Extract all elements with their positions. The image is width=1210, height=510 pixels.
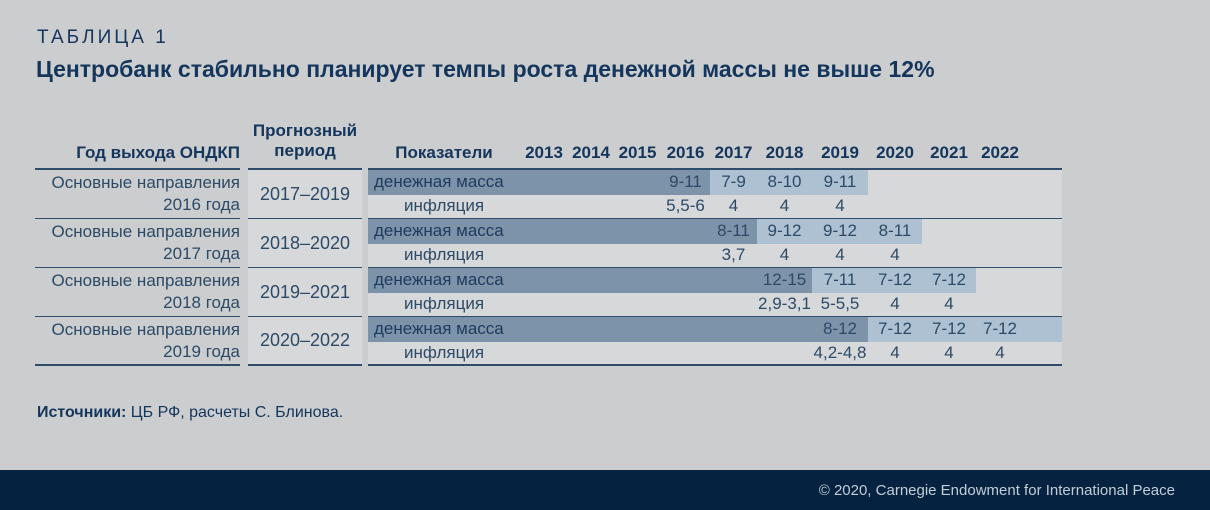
money-supply-value-2015 — [614, 317, 661, 342]
inflation-value-2021 — [922, 195, 976, 220]
inflation-row-label: инфляция — [368, 195, 520, 220]
money-supply-value-2021 — [922, 170, 976, 195]
money-supply-value-2016: 9-11 — [661, 170, 710, 195]
year-column-header: 2018 — [757, 118, 812, 170]
inflation-value-2020: 4 — [868, 244, 922, 269]
release-year-cell — [35, 170, 240, 219]
inflation-value-2021: 4 — [922, 293, 976, 318]
inflation-value-2018 — [757, 342, 812, 367]
year-column-header: 2021 — [922, 118, 976, 170]
inflation-value-2015 — [614, 195, 661, 220]
money-supply-value-2016 — [661, 268, 710, 293]
inflation-value-2014 — [568, 293, 614, 318]
inflation-value-2013 — [520, 195, 568, 220]
release-year-column-header: Год выхода ОНДКП — [35, 118, 240, 170]
year-column-header: 2014 — [568, 118, 614, 170]
inflation-value-2015 — [614, 342, 661, 367]
money-supply-value-2020: 7-12 — [868, 317, 922, 342]
release-year-cell — [35, 219, 240, 268]
release-year-line: 2018 года — [163, 293, 240, 312]
column-gap — [240, 170, 248, 219]
money-supply-row-label: денежная масса — [368, 268, 520, 293]
money-supply-value-2013 — [520, 268, 568, 293]
inflation-value-2022 — [976, 244, 1024, 269]
row-filler — [1024, 195, 1062, 220]
row-filler — [1024, 170, 1062, 195]
money-supply-value-2015 — [614, 268, 661, 293]
column-gap — [240, 219, 248, 268]
money-supply-value-2021 — [922, 219, 976, 244]
inflation-value-2021: 4 — [922, 342, 976, 367]
money-supply-value-2014 — [568, 170, 614, 195]
inflation-value-2013 — [520, 293, 568, 318]
money-supply-value-2019: 9-12 — [812, 219, 868, 244]
row-filler — [1024, 293, 1062, 318]
inflation-value-2017 — [710, 293, 757, 318]
inflation-value-2013 — [520, 244, 568, 269]
forecast-period-cell: 2017–2019 — [248, 170, 362, 219]
money-supply-value-2022: 7-12 — [976, 317, 1024, 342]
inflation-value-2019: 4 — [812, 244, 868, 269]
inflation-value-2018: 4 — [757, 195, 812, 220]
inflation-row-label: инфляция — [368, 342, 520, 367]
inflation-row-label: инфляция — [368, 244, 520, 269]
money-supply-value-2015 — [614, 170, 661, 195]
inflation-value-2022 — [976, 293, 1024, 318]
column-gap — [240, 317, 248, 366]
release-year-line: Основные направления — [51, 173, 240, 192]
row-filler — [1024, 342, 1062, 367]
inflation-value-2014 — [568, 244, 614, 269]
money-supply-value-2018: 8-10 — [757, 170, 812, 195]
money-supply-value-2020 — [868, 170, 922, 195]
inflation-value-2022: 4 — [976, 342, 1024, 367]
inflation-value-2015 — [614, 244, 661, 269]
year-column-header: 2022 — [976, 118, 1024, 170]
money-supply-value-2017: 7-9 — [710, 170, 757, 195]
money-supply-value-2022 — [976, 170, 1024, 195]
year-column-header: 2015 — [614, 118, 661, 170]
year-column-header: 2016 — [661, 118, 710, 170]
money-supply-row-label: денежная масса — [368, 170, 520, 195]
forecast-period-cell: 2020–2022 — [248, 317, 362, 366]
figure-title: Центробанк стабильно планирует темпы роста денежной массы не выше 12% — [36, 56, 935, 82]
money-supply-value-2017 — [710, 268, 757, 293]
inflation-row-label: инфляция — [368, 293, 520, 318]
header-filler — [1024, 118, 1062, 170]
table-eyebrow: ТАБЛИЦА 1 — [37, 27, 169, 48]
money-supply-value-2022 — [976, 219, 1024, 244]
inflation-value-2016 — [661, 244, 710, 269]
forecast-period-header-line: период — [274, 140, 336, 160]
forecast-period-column-header — [248, 118, 362, 170]
inflation-value-2020 — [868, 195, 922, 220]
inflation-value-2018: 4 — [757, 244, 812, 269]
inflation-value-2017: 4 — [710, 195, 757, 220]
inflation-value-2013 — [520, 342, 568, 367]
column-gap — [240, 268, 248, 317]
release-year-line: 2016 года — [163, 195, 240, 214]
release-year-cell — [35, 317, 240, 366]
inflation-value-2014 — [568, 195, 614, 220]
data-table — [35, 118, 1062, 366]
inflation-value-2016 — [661, 293, 710, 318]
year-column-header: 2013 — [520, 118, 568, 170]
row-filler — [1024, 268, 1062, 293]
row-filler — [1024, 317, 1062, 342]
inflation-value-2017 — [710, 342, 757, 367]
money-supply-value-2013 — [520, 219, 568, 244]
money-supply-value-2020: 8-11 — [868, 219, 922, 244]
inflation-value-2017: 3,7 — [710, 244, 757, 269]
inflation-value-2014 — [568, 342, 614, 367]
money-supply-value-2018: 12-15 — [757, 268, 812, 293]
money-supply-value-2017: 8-11 — [710, 219, 757, 244]
inflation-value-2020: 4 — [868, 342, 922, 367]
money-supply-value-2014 — [568, 219, 614, 244]
inflation-value-2019: 4 — [812, 195, 868, 220]
indicators-column-header: Показатели — [368, 118, 520, 170]
release-year-line: Основные направления — [51, 271, 240, 290]
money-supply-value-2019: 9-11 — [812, 170, 868, 195]
inflation-value-2019: 4,2-4,8 — [812, 342, 868, 367]
sources-text: ЦБ РФ, расчеты С. Блинова. — [126, 404, 344, 421]
money-supply-value-2021: 7-12 — [922, 317, 976, 342]
money-supply-value-2013 — [520, 170, 568, 195]
money-supply-value-2022 — [976, 268, 1024, 293]
money-supply-value-2013 — [520, 317, 568, 342]
money-supply-value-2015 — [614, 219, 661, 244]
sources-note — [37, 404, 343, 422]
inflation-value-2020: 4 — [868, 293, 922, 318]
forecast-period-cell: 2019–2021 — [248, 268, 362, 317]
release-year-line: Основные направления — [51, 222, 240, 241]
money-supply-value-2016 — [661, 219, 710, 244]
money-supply-value-2018 — [757, 317, 812, 342]
money-supply-value-2016 — [661, 317, 710, 342]
footer-bar — [0, 470, 1210, 510]
money-supply-row-label: денежная масса — [368, 317, 520, 342]
inflation-value-2018: 2,9-3,1 — [757, 293, 812, 318]
forecast-period-header-line: Прогнозный — [252, 120, 358, 140]
sources-label: Источники: — [37, 404, 127, 421]
header-gap — [240, 118, 248, 170]
copyright-text: © 2020, Carnegie Endowment for International Peace — [818, 481, 1175, 499]
row-filler — [1024, 244, 1062, 269]
table-grid — [35, 118, 1062, 366]
money-supply-value-2021: 7-12 — [922, 268, 976, 293]
inflation-value-2022 — [976, 195, 1024, 220]
money-supply-value-2019: 8-12 — [812, 317, 868, 342]
row-filler — [1024, 219, 1062, 244]
money-supply-value-2014 — [568, 317, 614, 342]
year-column-header: 2020 — [868, 118, 922, 170]
inflation-value-2019: 5-5,5 — [812, 293, 868, 318]
inflation-value-2021 — [922, 244, 976, 269]
inflation-value-2016: 5,5-6 — [661, 195, 710, 220]
inflation-value-2015 — [614, 293, 661, 318]
release-year-cell — [35, 268, 240, 317]
money-supply-value-2018: 9-12 — [757, 219, 812, 244]
money-supply-value-2014 — [568, 268, 614, 293]
money-supply-value-2020: 7-12 — [868, 268, 922, 293]
release-year-line: 2017 года — [163, 244, 240, 263]
money-supply-value-2019: 7-11 — [812, 268, 868, 293]
release-year-line: 2019 года — [163, 341, 240, 361]
inflation-value-2016 — [661, 342, 710, 367]
year-column-header: 2019 — [812, 118, 868, 170]
forecast-period-cell: 2018–2020 — [248, 219, 362, 268]
year-column-header: 2017 — [710, 118, 757, 170]
money-supply-value-2017 — [710, 317, 757, 342]
release-year-line: Основные направления — [51, 319, 240, 339]
money-supply-row-label: денежная масса — [368, 219, 520, 244]
